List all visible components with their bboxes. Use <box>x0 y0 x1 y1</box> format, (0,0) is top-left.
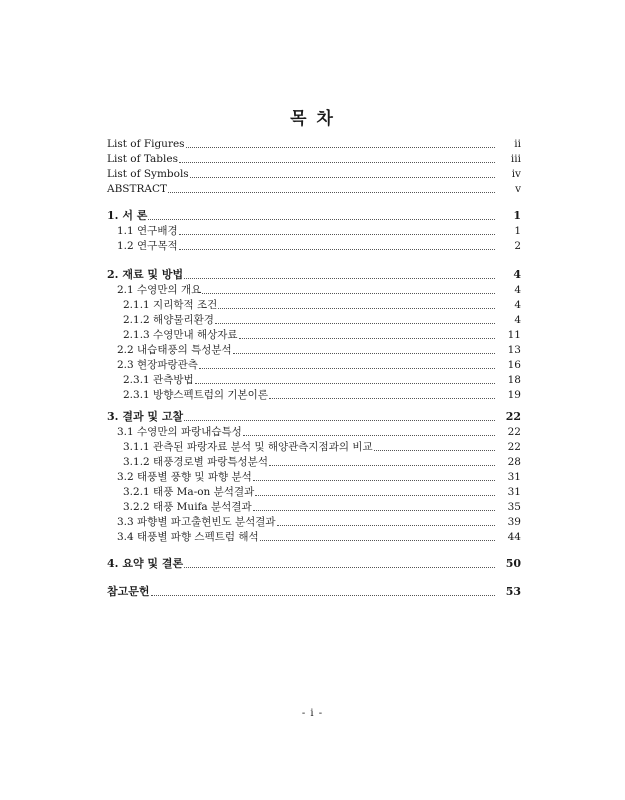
toc-page: 13 <box>507 344 521 356</box>
toc-page: 53 <box>505 585 521 598</box>
toc-entry-3-2-1[interactable] <box>107 484 521 499</box>
toc-entry-3-1-1[interactable] <box>107 439 521 454</box>
toc-label: 2.1.1 지리학적 조건 <box>123 299 218 311</box>
toc-chapter-2[interactable] <box>107 267 521 282</box>
toc-entry-3-1-2[interactable] <box>107 454 521 469</box>
dot-leader <box>218 308 495 309</box>
toc-entry-3-2-2[interactable] <box>107 499 521 514</box>
toc-page: 50 <box>505 557 521 570</box>
toc-entry-2-3-2[interactable] <box>107 387 521 402</box>
page-number: - i - <box>301 708 324 719</box>
toc-label: ABSTRACT <box>107 183 168 195</box>
dot-leader <box>253 480 495 481</box>
toc-label: 2.2 내습태풍의 특성분석 <box>117 344 232 356</box>
dot-leader <box>202 293 495 294</box>
toc-entry-3-3[interactable] <box>107 514 521 529</box>
toc-label: List of Symbols <box>107 168 189 180</box>
toc-label: 2.1.2 해양물리환경 <box>123 314 214 326</box>
dot-leader <box>190 177 495 178</box>
dot-leader <box>269 398 495 399</box>
dot-leader <box>199 368 495 369</box>
dot-leader <box>179 249 495 250</box>
dot-leader <box>269 465 495 466</box>
dot-leader <box>195 383 495 384</box>
toc-entry-1-1[interactable] <box>107 223 521 238</box>
toc-label: 3.2.2 태풍 Muifa 분석결과 <box>123 501 252 513</box>
toc-page: 16 <box>507 359 521 371</box>
toc-label: 2.3.1 방향스펙트럼의 기본이론 <box>123 389 268 401</box>
toc-page: 4 <box>514 299 521 311</box>
toc-entry-list-of-tables[interactable] <box>107 151 521 166</box>
toc-page: v <box>515 183 521 195</box>
toc-label: 3.4 태풍별 파향 스펙트럼 해석 <box>117 531 259 543</box>
toc-page: 1 <box>514 225 521 237</box>
toc-label: 3. 결과 및 고찰 <box>107 410 184 423</box>
toc-label: 2.3 현장파랑관측 <box>117 359 198 371</box>
toc-page: 39 <box>507 516 521 528</box>
toc-page: 4 <box>514 314 521 326</box>
toc-entry-2-1-2[interactable] <box>107 312 521 327</box>
toc-page: 22 <box>507 426 521 438</box>
toc-label: 1.1 연구배경 <box>117 225 178 237</box>
toc-page: 4 <box>514 284 521 296</box>
toc-chapter-1[interactable] <box>107 208 521 223</box>
toc-label: 3.2 태풍별 풍향 및 파향 분석 <box>117 471 252 483</box>
toc-page: 18 <box>507 374 521 386</box>
toc-label: 2.3.1 관측방법 <box>123 374 194 386</box>
toc-entry-2-2[interactable] <box>107 342 521 357</box>
toc-page: 22 <box>507 441 521 453</box>
toc-label: 1. 서 론 <box>107 209 148 222</box>
toc-label: 3.1 수영만의 파랑내습특성 <box>117 426 242 438</box>
toc-label: 3.1.2 태풍경로별 파랑특성분석 <box>123 456 268 468</box>
toc-page: 31 <box>507 486 521 498</box>
toc-entry-2-1[interactable] <box>107 282 521 297</box>
dot-leader <box>239 338 495 339</box>
toc-entry-2-1-1[interactable] <box>107 297 521 312</box>
toc-label: List of Figures <box>107 138 185 150</box>
toc-entry-abstract[interactable] <box>107 181 521 196</box>
toc-chapter-3[interactable] <box>107 409 521 424</box>
toc-entry-3-2[interactable] <box>107 469 521 484</box>
toc-label: 참고문헌 <box>107 585 150 598</box>
page-title: 목 차 <box>290 109 335 129</box>
toc-page: 35 <box>507 501 521 513</box>
dot-leader <box>184 567 495 568</box>
toc-label: 3.1.1 관측된 파랑자료 분석 및 해양관측지점과의 비교 <box>123 441 373 453</box>
toc-entry-1-2[interactable] <box>107 238 521 253</box>
toc-page: 11 <box>507 329 521 341</box>
dot-leader <box>148 219 495 220</box>
dot-leader <box>179 234 495 235</box>
dot-leader <box>277 525 495 526</box>
toc-page: 4 <box>513 268 521 281</box>
toc-entry-list-of-symbols[interactable] <box>107 166 521 181</box>
dot-leader <box>233 353 495 354</box>
toc-entry-2-3-1[interactable] <box>107 372 521 387</box>
toc-page: 19 <box>507 389 521 401</box>
dot-leader <box>243 435 495 436</box>
toc-entry-3-4[interactable] <box>107 529 521 544</box>
dot-leader <box>374 450 495 451</box>
toc-page: iii <box>510 153 521 165</box>
toc-page: 2 <box>514 240 521 252</box>
toc-label: 2.1 수영만의 개요 <box>117 284 202 296</box>
dot-leader <box>255 495 495 496</box>
toc-chapter-4[interactable] <box>107 556 521 571</box>
toc-label: 3.3 파향별 파고출현빈도 분석결과 <box>117 516 276 528</box>
toc-page: 44 <box>507 531 521 543</box>
toc-entry-3-1[interactable] <box>107 424 521 439</box>
dot-leader <box>184 420 495 421</box>
dot-leader <box>151 595 495 596</box>
toc-entry-list-of-figures[interactable] <box>107 136 521 151</box>
toc-entry-2-1-3[interactable] <box>107 327 521 342</box>
dot-leader <box>253 510 495 511</box>
dot-leader <box>260 540 495 541</box>
toc-page: 1 <box>513 209 521 222</box>
toc-page: ii <box>514 138 521 150</box>
dot-leader <box>168 192 495 193</box>
toc-label: 4. 요약 및 결론 <box>107 557 184 570</box>
dot-leader <box>184 278 495 279</box>
toc-entry-2-3[interactable] <box>107 357 521 372</box>
toc-label: 1.2 연구목적 <box>117 240 178 252</box>
toc-page: 28 <box>507 456 521 468</box>
toc-references[interactable] <box>107 584 521 599</box>
toc-page: 31 <box>507 471 521 483</box>
toc-label: 2.1.3 수영만내 해상자료 <box>123 329 238 341</box>
toc-label: List of Tables <box>107 153 178 165</box>
dot-leader <box>186 147 495 148</box>
toc-page: 22 <box>505 410 521 423</box>
toc-page: iv <box>511 168 521 180</box>
dot-leader <box>179 162 495 163</box>
toc-label: 3.2.1 태풍 Ma-on 분석결과 <box>123 486 255 498</box>
dot-leader <box>215 323 495 324</box>
toc-label: 2. 재료 및 방법 <box>107 268 184 281</box>
